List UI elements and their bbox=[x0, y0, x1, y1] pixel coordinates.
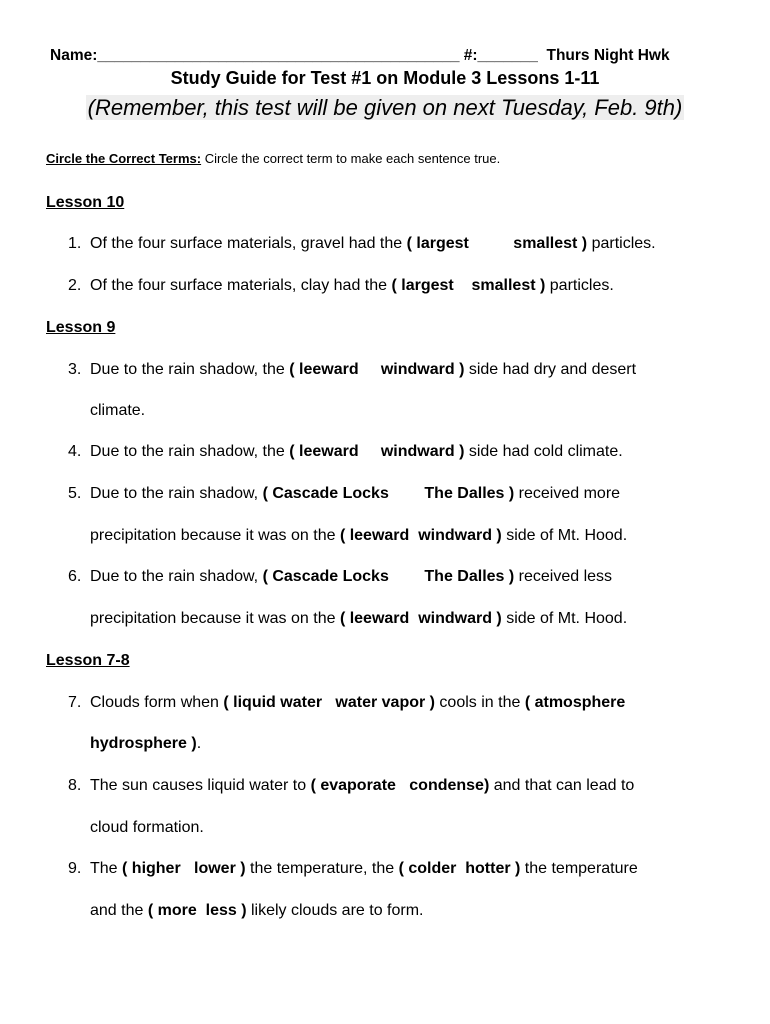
question-text: The bbox=[90, 860, 123, 877]
answer-choices: ( atmosphere bbox=[524, 694, 626, 711]
answer-choices: ( leeward windward ) bbox=[339, 610, 502, 627]
question-text: side had cold climate. bbox=[464, 443, 623, 460]
question-text: side of Mt. Hood. bbox=[501, 527, 628, 544]
question-text: received less bbox=[514, 568, 613, 585]
question-number: 5. bbox=[68, 485, 82, 502]
question-number: 1. bbox=[68, 235, 82, 252]
name-line: Name:__________________________________________ #:_______ Thurs Night Hwk bbox=[50, 47, 670, 64]
question-7-continued bbox=[90, 735, 201, 753]
question-number: 4. bbox=[68, 443, 82, 460]
question-5 bbox=[68, 485, 620, 503]
answer-choices: hydrosphere ) bbox=[90, 735, 197, 752]
question-text: Due to the rain shadow, the bbox=[90, 443, 290, 460]
question-number: 2. bbox=[68, 277, 82, 294]
answer-choices: ( leeward windward ) bbox=[289, 443, 465, 460]
page-title: Study Guide for Test #1 on Module 3 Lessons 1-11 bbox=[170, 68, 600, 88]
question-5-continued bbox=[90, 527, 627, 545]
answer-choices: ( leeward windward ) bbox=[289, 361, 465, 378]
answer-choices: ( Cascade Locks The Dalles ) bbox=[262, 568, 515, 585]
question-number: 3. bbox=[68, 361, 82, 378]
question-text: precipitation because it was on the bbox=[90, 610, 340, 627]
instructions-label: Circle the Correct Terms: bbox=[46, 151, 202, 166]
question-text: side of Mt. Hood. bbox=[501, 610, 628, 627]
answer-choices: ( higher lower ) bbox=[122, 860, 246, 877]
question-6-continued bbox=[90, 610, 627, 628]
question-text: particles. bbox=[587, 235, 656, 252]
question-3 bbox=[68, 361, 636, 379]
question-number: 6. bbox=[68, 568, 82, 585]
answer-choices: ( colder hotter ) bbox=[398, 860, 521, 877]
test-reminder-text: (Remember, this test will be given on next Tuesday, Feb. 9th) bbox=[87, 95, 683, 120]
instructions-text: Circle the correct term to make each sentence true. bbox=[201, 151, 501, 166]
question-4 bbox=[68, 443, 623, 461]
question-text: the temperature, the bbox=[245, 860, 399, 877]
question-1 bbox=[68, 235, 656, 253]
answer-choices: ( Cascade Locks The Dalles ) bbox=[262, 485, 515, 502]
question-7 bbox=[68, 694, 625, 712]
question-text: The sun causes liquid water to bbox=[90, 777, 311, 794]
question-text: Of the four surface materials, gravel had the bbox=[90, 235, 407, 252]
question-3-continued bbox=[90, 402, 145, 420]
lesson-heading-9: Lesson 9 bbox=[46, 319, 116, 336]
question-2 bbox=[68, 277, 614, 295]
question-text: . bbox=[196, 735, 202, 752]
lesson-heading-7-8: Lesson 7-8 bbox=[46, 652, 130, 669]
question-text: Due to the rain shadow, bbox=[90, 568, 263, 585]
question-text: side had dry and desert bbox=[464, 361, 637, 378]
question-text: particles. bbox=[545, 277, 614, 294]
question-9 bbox=[68, 860, 638, 878]
question-text: cloud formation. bbox=[90, 819, 204, 836]
question-text: cools in the bbox=[434, 694, 525, 711]
question-6 bbox=[68, 568, 612, 586]
answer-choices: ( leeward windward ) bbox=[339, 527, 502, 544]
question-text: Due to the rain shadow, bbox=[90, 485, 263, 502]
question-number: 8. bbox=[68, 777, 82, 794]
answer-choices: ( evaporate condense) bbox=[310, 777, 490, 794]
question-text: received more bbox=[514, 485, 621, 502]
answer-choices: ( more less ) bbox=[147, 902, 247, 919]
question-text: and that can lead to bbox=[489, 777, 635, 794]
question-text: the temperature bbox=[520, 860, 638, 877]
answer-choices: ( liquid water water vapor ) bbox=[223, 694, 435, 711]
answer-choices: ( largest smallest ) bbox=[391, 277, 546, 294]
question-text: precipitation because it was on the bbox=[90, 527, 340, 544]
lesson-heading-10: Lesson 10 bbox=[46, 194, 125, 211]
instructions bbox=[46, 151, 500, 166]
question-text: and the bbox=[90, 902, 148, 919]
question-text: Due to the rain shadow, the bbox=[90, 361, 290, 378]
question-text: climate. bbox=[90, 402, 146, 419]
answer-choices: ( largest smallest ) bbox=[406, 235, 588, 252]
test-reminder bbox=[0, 95, 770, 121]
question-8 bbox=[68, 777, 634, 795]
question-8-continued bbox=[90, 819, 204, 837]
question-9-continued bbox=[90, 902, 423, 920]
question-number: 9. bbox=[68, 860, 82, 877]
question-number: 7. bbox=[68, 694, 82, 711]
question-text: likely clouds are to form. bbox=[246, 902, 424, 919]
question-text: Clouds form when bbox=[90, 694, 224, 711]
question-text: Of the four surface materials, clay had the bbox=[90, 277, 392, 294]
